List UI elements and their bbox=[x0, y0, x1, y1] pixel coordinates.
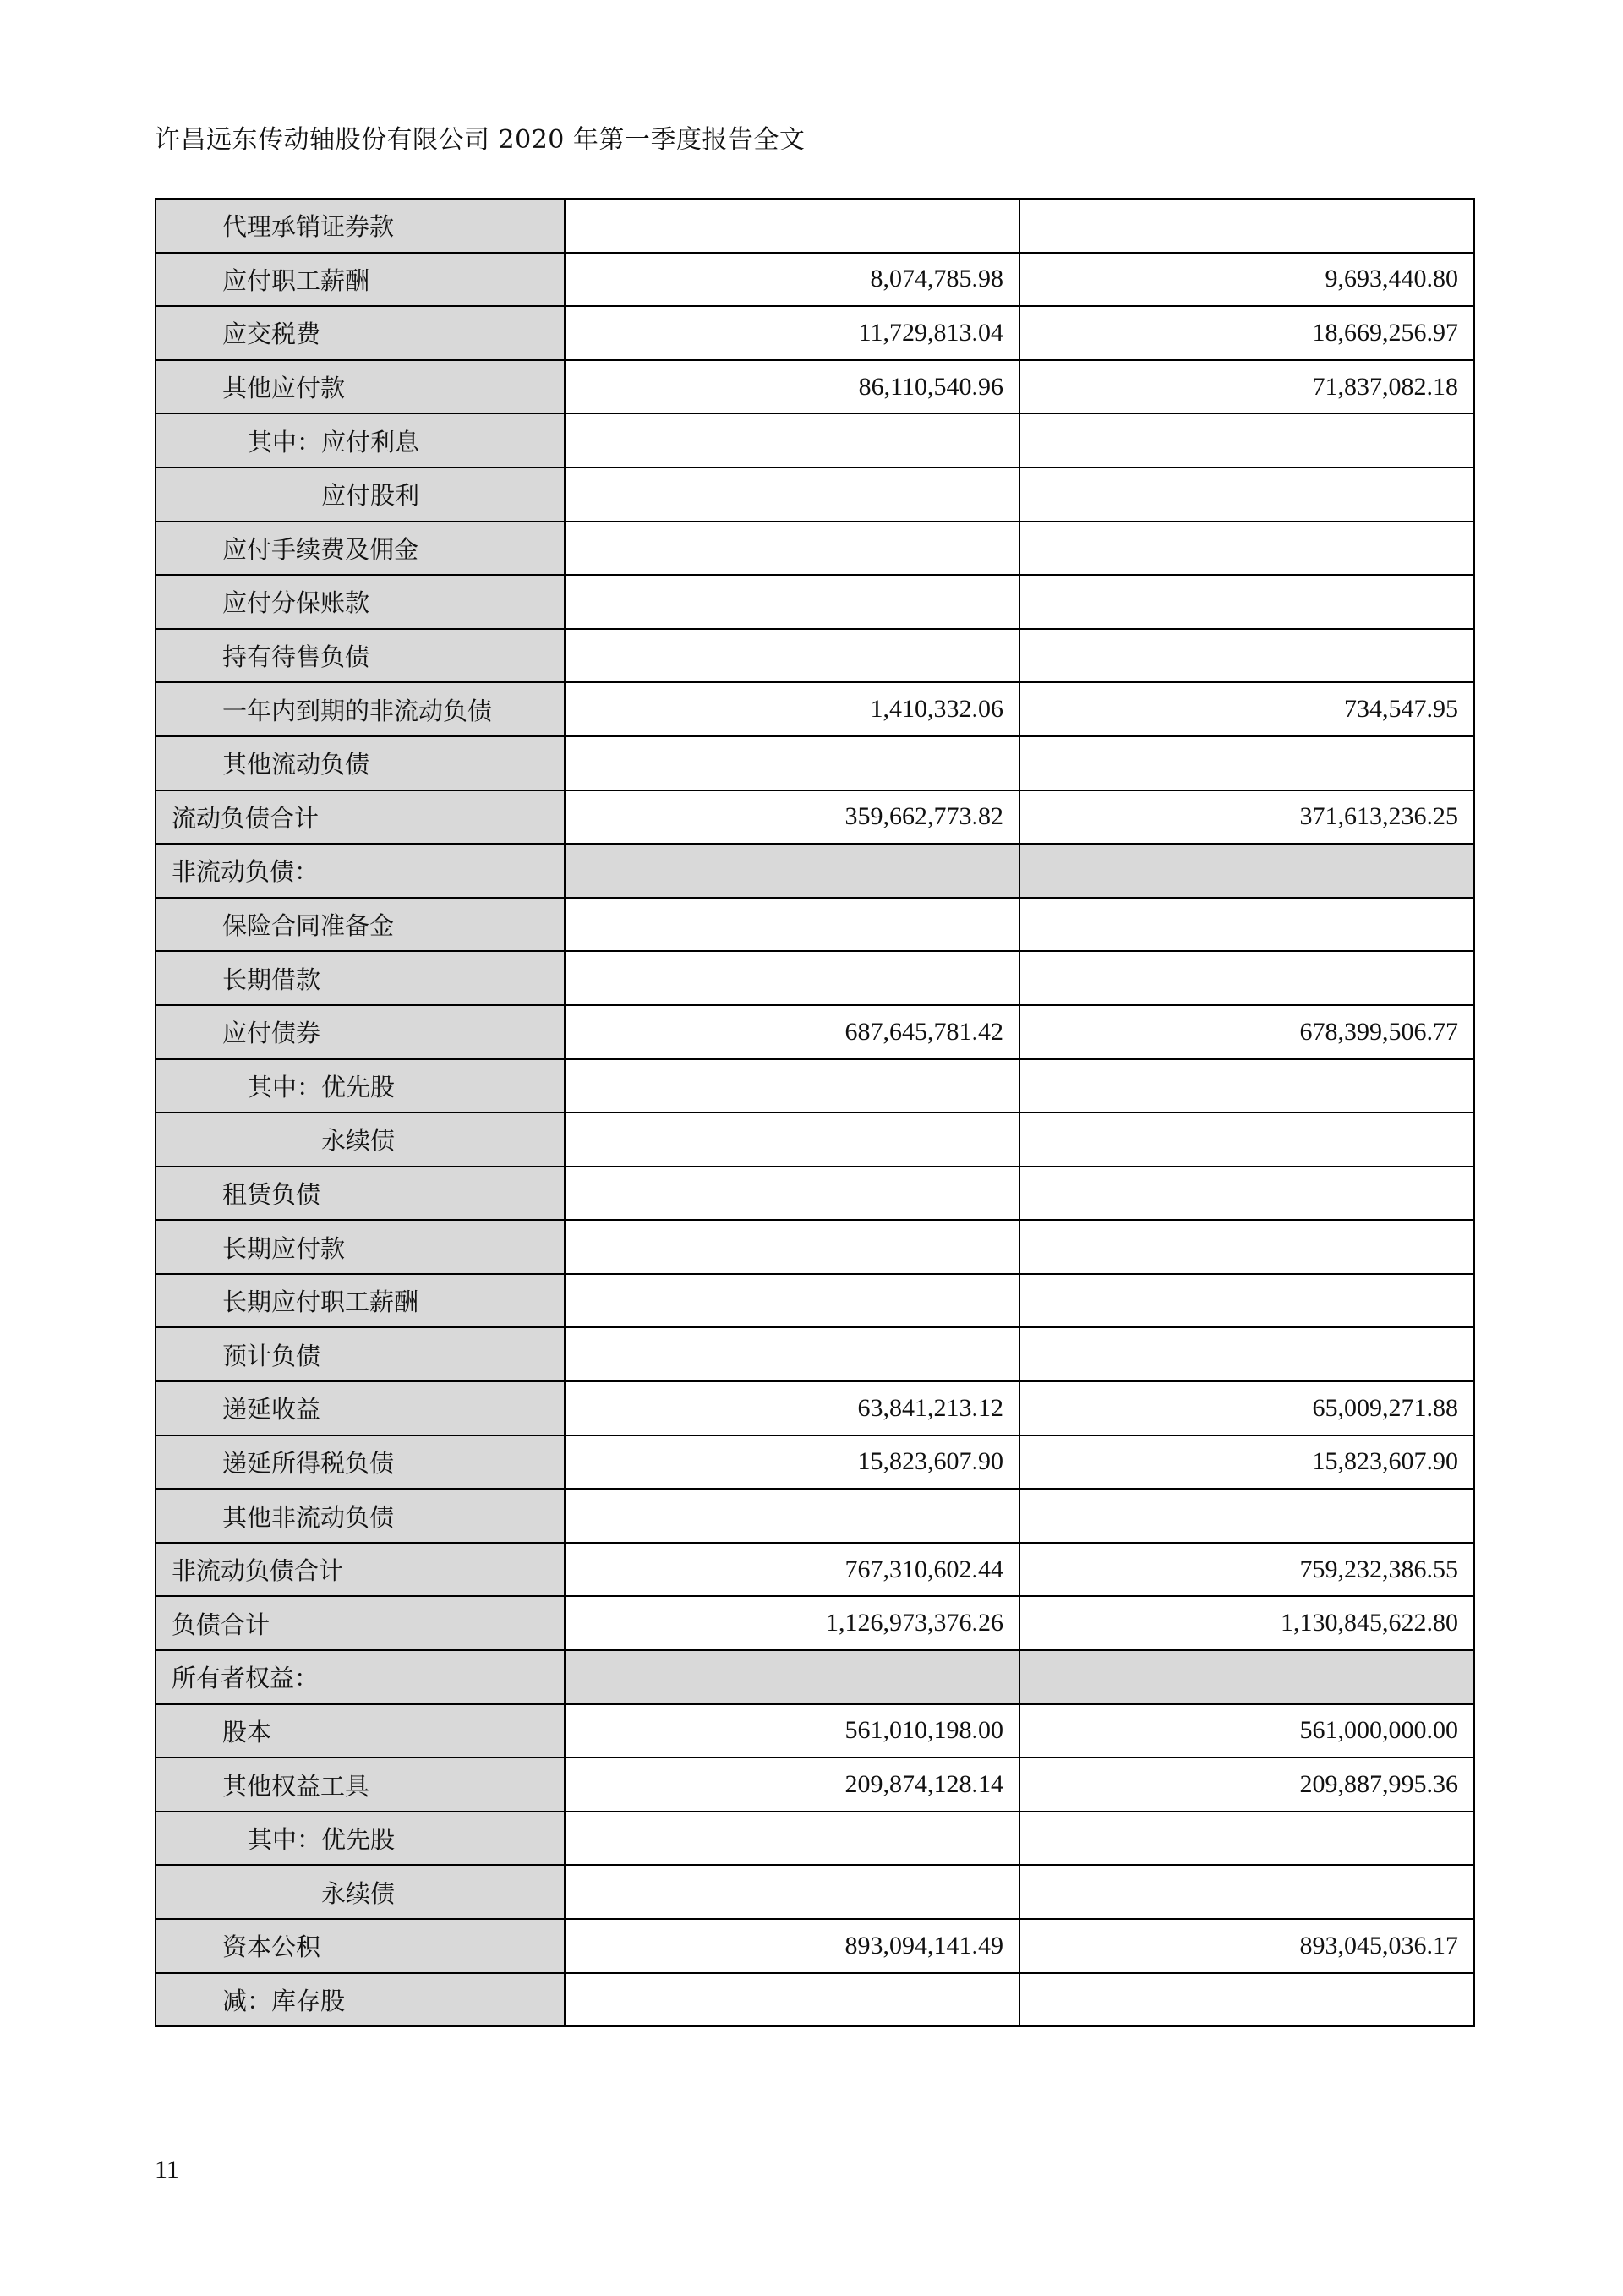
previous-period-value bbox=[1019, 522, 1474, 576]
table-row bbox=[156, 844, 1474, 898]
table-row bbox=[156, 253, 1474, 307]
previous-period-value: 18,669,256.97 bbox=[1019, 306, 1474, 360]
row-label: 长期应付职工薪酬 bbox=[156, 1274, 565, 1328]
previous-period-value bbox=[1019, 467, 1474, 522]
table-row bbox=[156, 1220, 1474, 1274]
current-period-value bbox=[565, 467, 1019, 522]
table-row bbox=[156, 1435, 1474, 1490]
previous-period-value bbox=[1019, 1220, 1474, 1274]
page-number: 11 bbox=[155, 2156, 179, 2184]
table-row bbox=[156, 1059, 1474, 1113]
table-row bbox=[156, 467, 1474, 522]
row-label: 租赁负债 bbox=[156, 1167, 565, 1221]
row-label: 预计负债 bbox=[156, 1327, 565, 1381]
table-row bbox=[156, 1112, 1474, 1167]
current-period-value: 15,823,607.90 bbox=[565, 1435, 1019, 1490]
previous-period-value bbox=[1019, 413, 1474, 467]
table-row bbox=[156, 736, 1474, 790]
current-period-value bbox=[565, 199, 1019, 253]
balance-sheet-table bbox=[155, 198, 1475, 2027]
table-row bbox=[156, 199, 1474, 253]
previous-period-value: 209,887,995.36 bbox=[1019, 1758, 1474, 1812]
previous-period-value bbox=[1019, 1650, 1474, 1704]
row-label: 资本公积 bbox=[156, 1919, 565, 1973]
previous-period-value: 893,045,036.17 bbox=[1019, 1919, 1474, 1973]
previous-period-value bbox=[1019, 1059, 1474, 1113]
table-row bbox=[156, 1381, 1474, 1435]
current-period-value: 1,126,973,376.26 bbox=[565, 1596, 1019, 1650]
table-row bbox=[156, 1704, 1474, 1758]
row-label: 长期借款 bbox=[156, 951, 565, 1005]
previous-period-value bbox=[1019, 199, 1474, 253]
table-row bbox=[156, 1274, 1474, 1328]
current-period-value bbox=[565, 1220, 1019, 1274]
table-row bbox=[156, 951, 1474, 1005]
row-label: 其中：应付利息 bbox=[156, 413, 565, 467]
current-period-value bbox=[565, 898, 1019, 952]
current-period-value bbox=[565, 1865, 1019, 1919]
current-period-value bbox=[565, 1274, 1019, 1328]
previous-period-value bbox=[1019, 736, 1474, 790]
current-period-value bbox=[565, 575, 1019, 629]
row-label: 其他应付款 bbox=[156, 360, 565, 414]
row-label: 所有者权益： bbox=[156, 1650, 565, 1704]
current-period-value: 8,074,785.98 bbox=[565, 253, 1019, 307]
current-period-value: 359,662,773.82 bbox=[565, 790, 1019, 845]
row-label: 非流动负债合计 bbox=[156, 1543, 565, 1597]
table-row bbox=[156, 1489, 1474, 1543]
current-period-value: 893,094,141.49 bbox=[565, 1919, 1019, 1973]
table-row bbox=[156, 1812, 1474, 1866]
current-period-value: 11,729,813.04 bbox=[565, 306, 1019, 360]
previous-period-value: 15,823,607.90 bbox=[1019, 1435, 1474, 1490]
row-label: 其他流动负债 bbox=[156, 736, 565, 790]
current-period-value bbox=[565, 951, 1019, 1005]
previous-period-value: 678,399,506.77 bbox=[1019, 1005, 1474, 1059]
previous-period-value bbox=[1019, 1167, 1474, 1221]
previous-period-value bbox=[1019, 844, 1474, 898]
previous-period-value: 65,009,271.88 bbox=[1019, 1381, 1474, 1435]
table-row bbox=[156, 1865, 1474, 1919]
current-period-value: 209,874,128.14 bbox=[565, 1758, 1019, 1812]
previous-period-value bbox=[1019, 1327, 1474, 1381]
current-period-value bbox=[565, 1973, 1019, 2027]
row-label: 应付股利 bbox=[156, 467, 565, 522]
current-period-value bbox=[565, 844, 1019, 898]
row-label: 持有待售负债 bbox=[156, 629, 565, 683]
row-label: 减：库存股 bbox=[156, 1973, 565, 2027]
row-label: 递延所得税负债 bbox=[156, 1435, 565, 1490]
current-period-value bbox=[565, 1112, 1019, 1167]
balance-sheet-body bbox=[156, 199, 1474, 2026]
table-row bbox=[156, 682, 1474, 736]
previous-period-value bbox=[1019, 951, 1474, 1005]
table-row bbox=[156, 629, 1474, 683]
current-period-value: 561,010,198.00 bbox=[565, 1704, 1019, 1758]
previous-period-value bbox=[1019, 1489, 1474, 1543]
current-period-value bbox=[565, 1812, 1019, 1866]
previous-period-value bbox=[1019, 1274, 1474, 1328]
row-label: 永续债 bbox=[156, 1112, 565, 1167]
current-period-value bbox=[565, 1650, 1019, 1704]
current-period-value bbox=[565, 522, 1019, 576]
row-label: 负债合计 bbox=[156, 1596, 565, 1650]
row-label: 股本 bbox=[156, 1704, 565, 1758]
row-label: 流动负债合计 bbox=[156, 790, 565, 845]
table-row bbox=[156, 1758, 1474, 1812]
row-label: 其他非流动负债 bbox=[156, 1489, 565, 1543]
current-period-value bbox=[565, 1489, 1019, 1543]
current-period-value bbox=[565, 1167, 1019, 1221]
current-period-value bbox=[565, 629, 1019, 683]
row-label: 一年内到期的非流动负债 bbox=[156, 682, 565, 736]
current-period-value bbox=[565, 1059, 1019, 1113]
previous-period-value bbox=[1019, 1865, 1474, 1919]
row-label: 长期应付款 bbox=[156, 1220, 565, 1274]
current-period-value: 86,110,540.96 bbox=[565, 360, 1019, 414]
row-label: 保险合同准备金 bbox=[156, 898, 565, 952]
previous-period-value bbox=[1019, 575, 1474, 629]
table-row bbox=[156, 306, 1474, 360]
table-row bbox=[156, 1005, 1474, 1059]
table-row bbox=[156, 898, 1474, 952]
current-period-value bbox=[565, 1327, 1019, 1381]
row-label: 应付职工薪酬 bbox=[156, 253, 565, 307]
table-row bbox=[156, 1167, 1474, 1221]
current-period-value bbox=[565, 736, 1019, 790]
row-label: 其中：优先股 bbox=[156, 1812, 565, 1866]
current-period-value: 687,645,781.42 bbox=[565, 1005, 1019, 1059]
table-row bbox=[156, 413, 1474, 467]
current-period-value: 767,310,602.44 bbox=[565, 1543, 1019, 1597]
row-label: 其中：优先股 bbox=[156, 1059, 565, 1113]
row-label: 递延收益 bbox=[156, 1381, 565, 1435]
row-label: 永续债 bbox=[156, 1865, 565, 1919]
document-header: 许昌远东传动轴股份有限公司 2020 年第一季度报告全文 bbox=[155, 125, 806, 155]
previous-period-value: 9,693,440.80 bbox=[1019, 253, 1474, 307]
table-row bbox=[156, 522, 1474, 576]
row-label: 应付分保账款 bbox=[156, 575, 565, 629]
row-label: 其他权益工具 bbox=[156, 1758, 565, 1812]
previous-period-value: 371,613,236.25 bbox=[1019, 790, 1474, 845]
previous-period-value: 734,547.95 bbox=[1019, 682, 1474, 736]
previous-period-value bbox=[1019, 1973, 1474, 2027]
table-row bbox=[156, 1327, 1474, 1381]
current-period-value bbox=[565, 413, 1019, 467]
table-row bbox=[156, 575, 1474, 629]
table-row bbox=[156, 1919, 1474, 1973]
row-label: 应交税费 bbox=[156, 306, 565, 360]
previous-period-value: 561,000,000.00 bbox=[1019, 1704, 1474, 1758]
table-row bbox=[156, 1543, 1474, 1597]
previous-period-value bbox=[1019, 1112, 1474, 1167]
table-row bbox=[156, 360, 1474, 414]
table-row bbox=[156, 1973, 1474, 2027]
previous-period-value bbox=[1019, 898, 1474, 952]
row-label: 应付手续费及佣金 bbox=[156, 522, 565, 576]
previous-period-value: 759,232,386.55 bbox=[1019, 1543, 1474, 1597]
row-label: 代理承销证券款 bbox=[156, 199, 565, 253]
previous-period-value bbox=[1019, 629, 1474, 683]
row-label: 非流动负债： bbox=[156, 844, 565, 898]
current-period-value: 1,410,332.06 bbox=[565, 682, 1019, 736]
previous-period-value: 71,837,082.18 bbox=[1019, 360, 1474, 414]
table-row bbox=[156, 1596, 1474, 1650]
previous-period-value: 1,130,845,622.80 bbox=[1019, 1596, 1474, 1650]
table-row bbox=[156, 1650, 1474, 1704]
row-label: 应付债券 bbox=[156, 1005, 565, 1059]
current-period-value: 63,841,213.12 bbox=[565, 1381, 1019, 1435]
previous-period-value bbox=[1019, 1812, 1474, 1866]
table-row bbox=[156, 790, 1474, 845]
